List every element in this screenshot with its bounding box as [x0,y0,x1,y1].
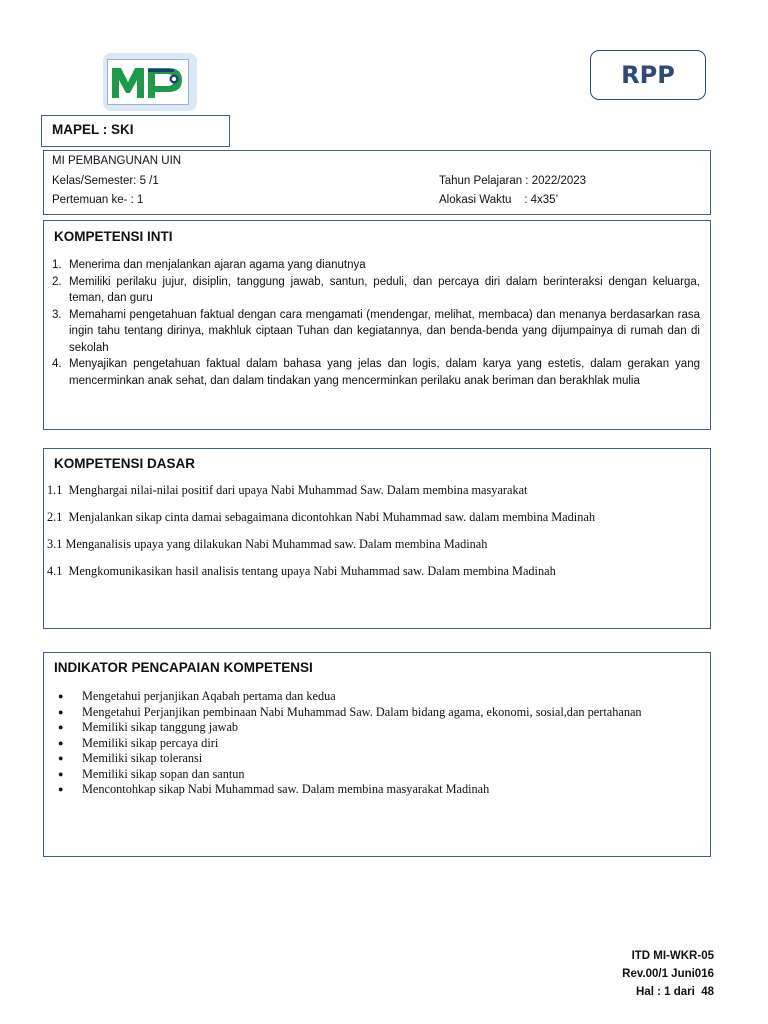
item-text: Memiliki sikap percaya diri [82,735,219,750]
info-box [43,150,711,215]
item-text: Menerima dan menjalankan ajaran agama yang dianutnya [69,259,366,271]
item-text: Mencontohkap sikap Nabi Muhammad saw. Dalam membina masyarakat Madinah [82,782,490,796]
kd-item-1: 1.1 Menghargai nilai-nilai positif dari upaya Nabi Muhammad Saw. Dalam membina masyarakat [47,483,528,497]
kd-item-4: 4.1 Mengkomunikasikan hasil analisis tentang upaya Nabi Muhammad saw. Dalam membina Madinah [47,564,556,578]
kd-item-2: 2.1 Menjalankan sikap cinta damai sebagaimana dicontohkan Nabi Muhammad saw. dalam membina Madinah [47,510,595,524]
item-text: Memahami pengetahuan faktual dengan cara mengamati (mendengar, melihat, membaca) dan menanya berdasarkan rasa ingin tahu tentang dirinya, makhluk ciptaan Tuhan dan kegiatannya, dan benda-benda yang dijumpainya di rumah dan di sekolah [69,308,700,354]
list-item [58,705,678,721]
meeting-number: Pertemuan ke- : 1 [52,194,144,206]
list-item [58,782,678,798]
logo-frame [107,59,189,105]
mapel-box [41,115,230,147]
section-title: KOMPETENSI DASAR [54,456,196,471]
mp-logo-icon [108,60,188,104]
indikator-section [43,652,711,857]
rpp-badge: RPP [590,50,706,100]
item-text: Menyajikan pengetahuan faktual dalam bahasa yang jelas dan logis, dalam karya yang estetis, dalam gerakan yang mencerminkan anak sehat, dan dalam tindakan yang mencerminkan perilaku anak beriman dan berakhlak mulia [69,358,700,387]
item-number: 4. [52,358,62,370]
list-item [52,356,700,389]
item-number: 3. [52,308,62,321]
list-item [52,307,700,357]
item-text: Memiliki sikap tanggung jawab [82,720,239,734]
kompetensi-inti-list [52,257,700,389]
class-semester: Kelas/Semester: 5 /1 [52,175,159,187]
page-number: Hal : 1 dari 48 [636,986,714,998]
bullet-icon: ● [58,784,64,794]
item-text: Memiliki sikap sopan dan santun [82,766,245,781]
time-allocation: Alokasi Waktu : 4x35’ [439,194,559,206]
bullet-icon: ● [58,722,64,732]
revision: Rev.00/1 Juni016 [622,968,714,980]
bullet-icon: ● [58,737,64,748]
bullet-icon: ● [58,691,64,701]
item-number: 2. [52,275,62,288]
indikator-list [58,689,678,798]
bullet-icon: ● [58,706,64,717]
item-text: Mengetahui Perjanjikan pembinaan Nabi Muhammad Saw. Dalam bidang agama, ekonomi, sosial,dan pertahanan [82,704,642,719]
item-text: Mengetahui perjanjikan Aqabah pertama dan kedua [82,689,336,703]
item-text: Memiliki sikap toleransi [82,751,203,765]
section-title: KOMPETENSI INTI [54,229,173,244]
list-item [58,720,678,736]
list-item [52,274,700,307]
doc-code: ITD MI-WKR-05 [631,950,714,962]
item-number: 1. [52,259,62,271]
section-title: INDIKATOR PENCAPAIAN KOMPETENSI [54,660,313,675]
kompetensi-dasar-section [43,448,711,629]
list-item [58,751,678,767]
bullet-icon: ● [58,753,64,763]
school-logo [103,53,197,111]
bullet-icon: ● [58,768,64,779]
mapel-label: MAPEL : SKI [52,122,134,137]
item-text: Memiliki perilaku jujur, disiplin, tanggung jawab, santun, peduli, dan percaya diri dalam berinteraksi dengan keluarga, teman, dan guru [69,275,700,304]
list-item [58,767,678,783]
kd-item-3: 3.1 Menganalisis upaya yang dilakukan Nabi Muhammad saw. Dalam membina Madinah [47,537,488,551]
academic-year: Tahun Pelajaran : 2022/2023 [439,175,587,187]
kompetensi-inti-section [43,220,711,430]
school-name: MI PEMBANGUNAN UIN [52,155,182,167]
list-item [58,736,678,752]
list-item [52,257,700,274]
list-item [58,689,678,705]
